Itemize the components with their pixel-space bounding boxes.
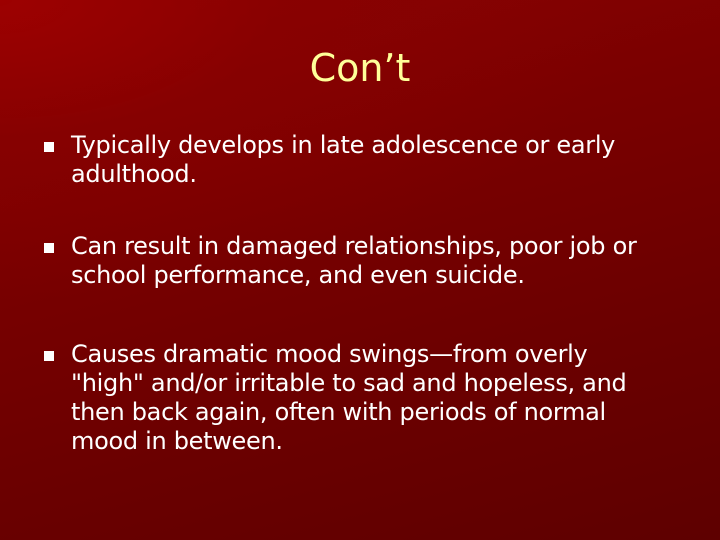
square-bullet-icon [44, 243, 54, 253]
bullet-text: Typically develops in late adolescence or early adulthood. [71, 131, 616, 188]
slide-title: Con’t [309, 46, 411, 90]
square-bullet-icon [44, 351, 54, 361]
square-bullet-icon [44, 142, 54, 152]
bullet-text: Can result in damaged relationships, poor job or school performance, and even suicide. [71, 232, 637, 289]
bullet-text: Causes dramatic mood swings—from overly "high" and/or irritable to sad and hopeless, and then back again, often with periods of normal mood in between. [71, 340, 627, 455]
